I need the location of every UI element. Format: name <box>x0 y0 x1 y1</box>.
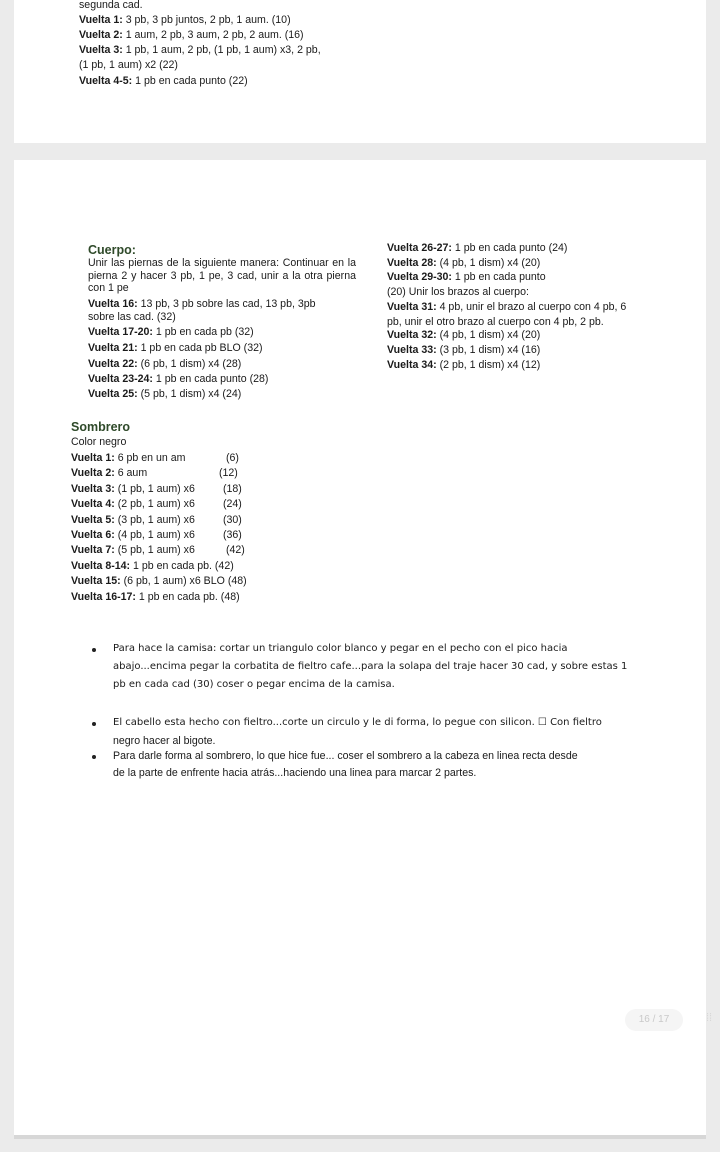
page-indicator: 16 / 17 <box>625 1009 683 1031</box>
bullet-icon <box>92 755 96 759</box>
text-line: Vuelta 15: (6 pb, 1 aum) x6 BLO (48) <box>71 575 247 587</box>
text-line: sobre las cad. (32) <box>88 311 176 323</box>
note-line: Para hace la camisa: cortar un triangulo color blanco y pegar en el pecho con el pico hacia <box>113 643 568 654</box>
color-line: Color negro <box>71 436 127 448</box>
bullet-icon <box>92 648 96 652</box>
text-line: Vuelta 7: (5 pb, 1 aum) x6 <box>71 544 195 556</box>
text-line: Vuelta 29-30: 1 pb en cada punto <box>387 271 546 283</box>
text-line: Vuelta 2: 1 aum, 2 pb, 3 aum, 2 pb, 2 aum. (16) <box>79 29 304 41</box>
scroll-handle-icon[interactable]: ⁞⁞ <box>706 1012 713 1024</box>
text-line: Vuelta 22: (6 pb, 1 dism) x4 (28) <box>88 358 242 370</box>
text-line: Vuelta 5: (3 pb, 1 aum) x6 <box>71 514 195 526</box>
text-line: segunda cad. <box>79 0 143 11</box>
text-line: Vuelta 1: 6 pb en un am <box>71 452 186 464</box>
stitch-count: (12) <box>219 467 238 479</box>
text-line: (1 pb, 1 aum) x2 (22) <box>79 59 178 71</box>
text-line: pb, unir el otro brazo al cuerpo con 4 pb, 2 pb. <box>387 316 604 328</box>
text-line: Vuelta 17-20: 1 pb en cada pb (32) <box>88 326 254 338</box>
cuerpo-intro: Unir las piernas de la siguiente manera: Continuar en la pierna 2 y hacer 3 pb, 1 pe, 3 cad, unir a la otra pierna con 1 pe <box>88 257 356 294</box>
text-line: Vuelta 8-14: 1 pb en cada pb. (42) <box>71 560 234 572</box>
text-line: Vuelta 25: (5 pb, 1 dism) x4 (24) <box>88 388 242 400</box>
text-line: Vuelta 3: 1 pb, 1 aum, 2 pb, (1 pb, 1 aum) x3, 2 pb, <box>79 44 321 56</box>
text-line: Vuelta 23-24: 1 pb en cada punto (28) <box>88 373 269 385</box>
text-line: Vuelta 6: (4 pb, 1 aum) x6 <box>71 529 195 541</box>
section-heading: Cuerpo: <box>88 243 136 257</box>
text-line: Vuelta 26-27: 1 pb en cada punto (24) <box>387 242 568 254</box>
text-line: Vuelta 33: (3 pb, 1 dism) x4 (16) <box>387 344 541 356</box>
text-line: (20) Unir los brazos al cuerpo: <box>387 286 529 298</box>
text-line: Vuelta 2: 6 aum <box>71 467 148 479</box>
text-line: Vuelta 1: 3 pb, 3 pb juntos, 2 pb, 1 aum. (10) <box>79 14 291 26</box>
note-line: abajo...encima pegar la corbatita de fieltro cafe...para la solapa del traje hacer 30 cad, y sobre estas 1 <box>113 661 628 672</box>
bullet-icon <box>92 722 96 726</box>
note-line: Para darle forma al sombrero, lo que hice fue... coser el sombrero a la cabeza en linea recta desde <box>113 750 578 762</box>
page-bottom-edge <box>14 1135 706 1139</box>
text-line: Vuelta 34: (2 pb, 1 dism) x4 (12) <box>387 359 541 371</box>
note-line: de la parte de enfrente hacia atrás...haciendo una linea para marcar 2 partes. <box>113 767 477 779</box>
text-line: Vuelta 3: (1 pb, 1 aum) x6 <box>71 483 195 495</box>
stitch-count: (36) <box>223 529 242 541</box>
text-line: Vuelta 21: 1 pb en cada pb BLO (32) <box>88 342 263 354</box>
note-line: pb en cada cad (30) coser o pegar encima de la camisa. <box>113 679 395 690</box>
text-line: Vuelta 16: 13 pb, 3 pb sobre las cad, 13 pb, 3pb <box>88 298 316 310</box>
stitch-count: (18) <box>223 483 242 495</box>
text-line: Vuelta 4-5: 1 pb en cada punto (22) <box>79 75 248 87</box>
stitch-count: (30) <box>223 514 242 526</box>
text-line: Vuelta 28: (4 pb, 1 dism) x4 (20) <box>387 257 541 269</box>
text-line: Vuelta 4: (2 pb, 1 aum) x6 <box>71 498 195 510</box>
section-heading: Sombrero <box>71 420 131 434</box>
stitch-count: (42) <box>226 544 245 556</box>
text-line: Vuelta 31: 4 pb, unir el brazo al cuerpo con 4 pb, 6 <box>387 301 627 313</box>
stitch-count: (24) <box>223 498 242 510</box>
text-line: Vuelta 16-17: 1 pb en cada pb. (48) <box>71 591 240 603</box>
note-line: negro hacer al bigote. <box>113 735 216 747</box>
note-line: El cabello esta hecho con fieltro...corte un circulo y le di forma, lo pegue con silicon. ☐ Con fieltro <box>113 717 602 728</box>
stitch-count: (6) <box>226 452 239 464</box>
text-line: Vuelta 32: (4 pb, 1 dism) x4 (20) <box>387 329 541 341</box>
